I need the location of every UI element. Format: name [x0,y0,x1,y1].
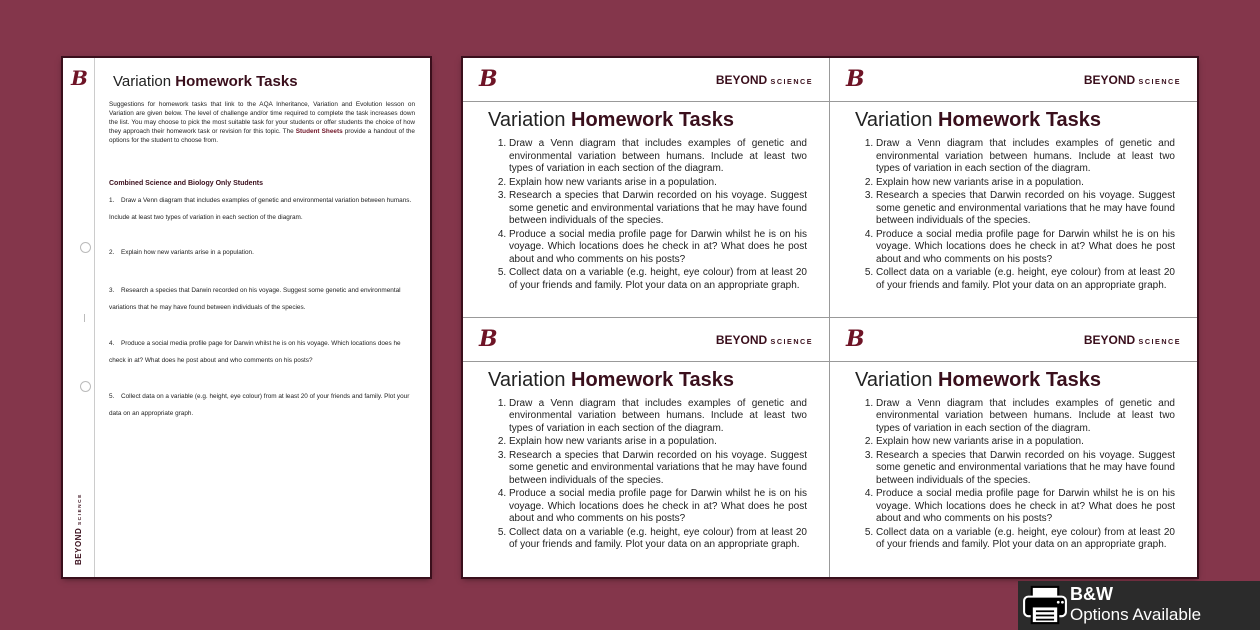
margin-tick [84,314,85,322]
task-item: 2. Explain how new variants arise in a population. [509,436,807,449]
student-sheets-page [463,58,1197,577]
task-item: 4. Produce a social media profile page for Darwin whilst he is on his voyage. Which locations does he check in at? What does he post about and who comments on his posts? [509,488,807,526]
task-item: 2. Explain how new variants arise in a population. [509,177,807,190]
beyond-logo-icon: B [479,325,498,352]
punch-hole [80,381,91,392]
brand-name: BEYOND SCIENCE [1083,332,1181,347]
brand-name: BEYOND SCIENCE [1083,73,1181,87]
task-item: 1. Draw a Venn diagram that includes examples of genetic and environmental variation between humans. Include at least two types of variation in each section of the diagram. [109,197,412,221]
card-title: Variation Homework Tasks [488,368,735,391]
task-item: 3. Research a species that Darwin recorded on his voyage. Suggest some genetic and environmental variations that he may have found between individuals of the species. [876,190,1175,228]
task-item: 1. Draw a Venn diagram that includes examples of genetic and environmental variation between humans. Include at least two types of variation in each section of the diagram. [876,398,1175,436]
student-sheet-card [830,58,1197,318]
student-sheet-card [463,318,830,578]
card-header [463,58,829,102]
task-item: 3. Research a species that Darwin recorded on his voyage. Suggest some genetic and environmental variations that he may have found between individuals of the species. [509,190,807,228]
teacher-sheet-page [63,58,430,577]
badge-title: B&W [1070,584,1113,604]
card-title: Variation Homework Tasks [855,368,1102,391]
task-item: 5. Collect data on a variable (e.g. height, eye colour) from at least 20 of your friends and family. Plot your data on an appropriate graph. [509,267,807,292]
task-item: 1. Draw a Venn diagram that includes examples of genetic and environmental variation between humans. Include at least two types of variation in each section of the diagram. [876,138,1175,176]
beyond-logo-icon: B [846,66,865,92]
task-item: 4. Produce a social media profile page for Darwin whilst he is on his voyage. Which locations does he check in at? What does he post about and who comments on his posts? [509,229,807,267]
task-list [493,398,807,553]
subheading: Combined Science and Biology Only Students [109,180,264,187]
student-sheet-card [463,58,830,318]
brand-vertical: BEYOND SCIENCE [74,493,83,565]
brand-name: BEYOND SCIENCE [715,73,813,87]
page-title: Variation Homework Tasks [113,73,298,90]
card-header [463,318,829,362]
beyond-logo-icon: B [479,66,498,92]
card-title: Variation Homework Tasks [855,109,1102,131]
task-item: 1. Draw a Venn diagram that includes examples of genetic and environmental variation between humans. Include at least two types of variation in each section of the diagram. [509,398,807,436]
beyond-logo-icon: B [71,66,88,90]
card-header [830,58,1197,102]
task-item: 2. Explain how new variants arise in a population. [876,177,1175,190]
task-item: 5. Collect data on a variable (e.g. height, eye colour) from at least 20 of your friends and family. Plot your data on an appropriate graph. [509,527,807,552]
task-item: 4. Produce a social media profile page for Darwin whilst he is on his voyage. Which locations does he check in at? What does he post about and who comments on his posts? [109,340,401,364]
brand-name: BEYOND SCIENCE [715,332,813,347]
task-item: 1. Draw a Venn diagram that includes examples of genetic and environmental variation between humans. Include at least two types of variation in each section of the diagram. [509,138,807,176]
intro-text: Suggestions for homework tasks that link to the AQA Inheritance, Variation and Evolution lesson on Variation are given below. The level of challenge and/or time required to complete the task increases down the list. You may choose to pick the most suitable task for your students or offer students the choice of how they approach their homework task or revision for this topic. The Student Sheets provide a handout of the options for the student to choose from. [109,101,415,144]
task-list [493,138,807,293]
student-sheet-card [830,318,1197,578]
punch-hole [80,242,91,253]
task-item: 5. Collect data on a variable (e.g. height, eye colour) from at least 20 of your friends and family. Plot your data on an appropriate graph. [109,393,410,417]
printer-icon [1022,584,1068,626]
task-item: 3. Research a species that Darwin recorded on his voyage. Suggest some genetic and environmental variations that he may have found between individuals of the species. [876,450,1175,488]
task-item: 4. Produce a social media profile page for Darwin whilst he is on his voyage. Which locations does he check in at? What does he post about and who comments on his posts? [876,229,1175,267]
task-list [860,138,1175,293]
task-item: 3. Research a species that Darwin recorded on his voyage. Suggest some genetic and environmental variations that he may have found between individuals of the species. [109,287,401,311]
badge-subtitle: Options Available [1070,605,1202,624]
task-item: 4. Produce a social media profile page for Darwin whilst he is on his voyage. Which locations does he check in at? What does he post about and who comments on his posts? [876,488,1175,526]
card-title: Variation Homework Tasks [488,109,735,131]
task-item: 2. Explain how new variants arise in a population. [876,436,1175,449]
margin-rule [94,58,95,577]
beyond-logo-icon: B [846,325,865,352]
task-item: 5. Collect data on a variable (e.g. height, eye colour) from at least 20 of your friends and family. Plot your data on an appropriate graph. [876,527,1175,552]
card-header [830,318,1197,362]
task-item: 3. Research a species that Darwin recorded on his voyage. Suggest some genetic and environmental variations that he may have found between individuals of the species. [509,450,807,488]
task-item: 5. Collect data on a variable (e.g. height, eye colour) from at least 20 of your friends and family. Plot your data on an appropriate graph. [876,267,1175,292]
task-list [860,398,1175,553]
task-item: 2. Explain how new variants arise in a population. [109,249,254,256]
